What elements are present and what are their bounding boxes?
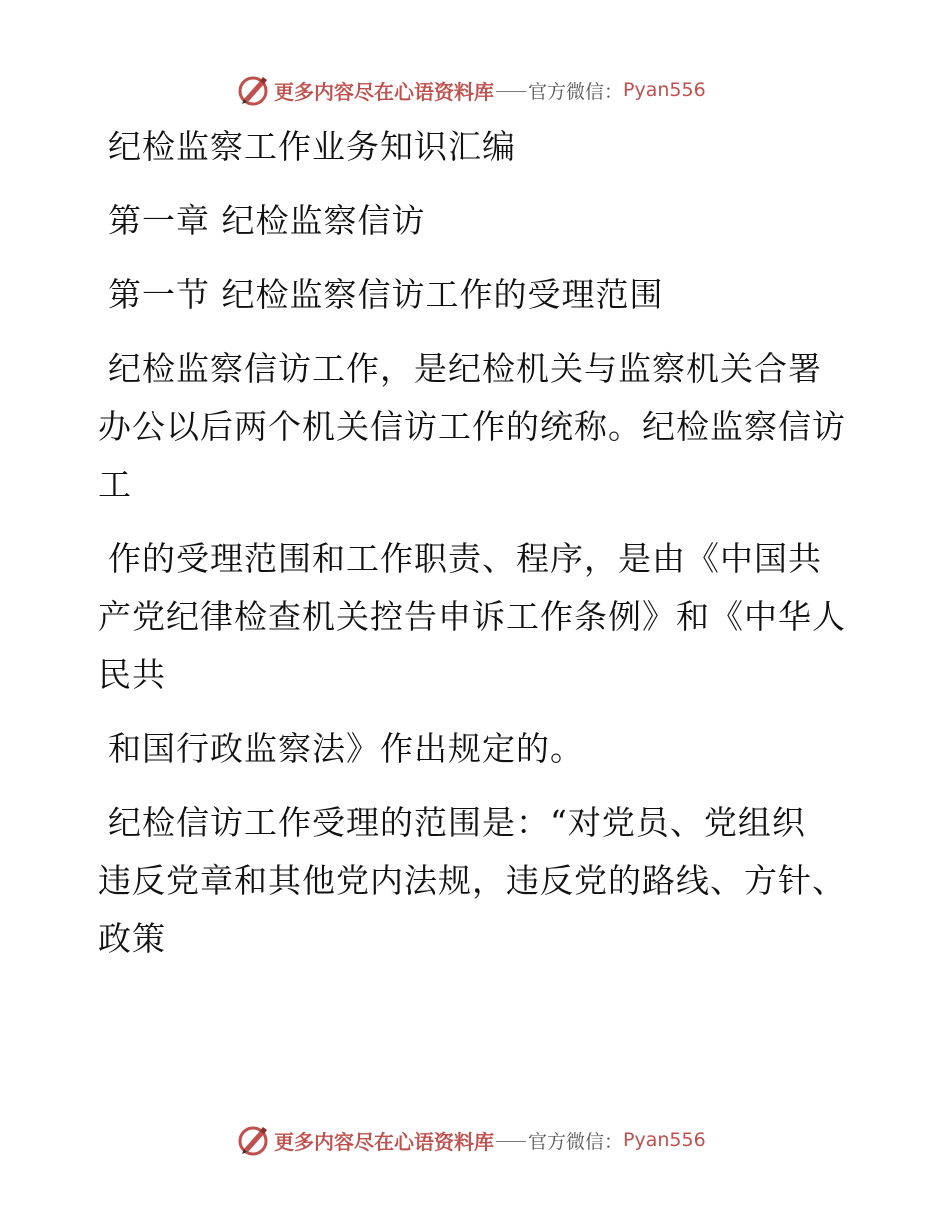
pen-logo-icon [236, 1123, 270, 1157]
document-body [98, 118, 858, 968]
banner-wechat-id: Pyan556 [623, 1129, 706, 1151]
section-heading: 第一节 纪检监察信访工作的受理范围 [108, 275, 664, 314]
footer-banner [236, 1122, 756, 1158]
banner-dash [496, 91, 526, 92]
paragraph-line: 工 [98, 465, 132, 504]
banner-library-text: 更多内容尽在心语资料库 [274, 79, 494, 104]
banner-official-text: 官方微信： [528, 1130, 624, 1153]
paragraph-line: 和国行政监察法》作出规定的。 [108, 729, 584, 768]
paragraph-line: 民共 [98, 655, 166, 694]
paragraph-line: 产党纪律检查机关控告申诉工作条例》和《中华人 [98, 597, 846, 636]
banner-dash [496, 1141, 526, 1142]
paragraph-line: 政策 [98, 919, 166, 958]
paragraph-line: 纪检监察信访工作，是纪检机关与监察机关合署 [108, 349, 822, 388]
paragraph-line: 作的受理范围和工作职责、程序，是由《中国共 [108, 539, 822, 578]
paragraph-line: 办公以后两个机关信访工作的统称。纪检监察信访 [98, 407, 846, 446]
header-banner [236, 72, 756, 108]
banner-official-text: 官方微信： [528, 80, 624, 103]
paragraph-line: 纪检信访工作受理的范围是：“对党员、党组织 [108, 803, 806, 842]
banner-wechat-id: Pyan556 [623, 79, 706, 101]
paragraph-line: 违反党章和其他党内法规，违反党的路线、方针、 [98, 861, 846, 900]
document-title: 纪检监察工作业务知识汇编 [108, 127, 516, 166]
chapter-heading: 第一章 纪检监察信访 [108, 201, 426, 240]
banner-library-text: 更多内容尽在心语资料库 [274, 1129, 494, 1154]
pen-logo-icon [236, 73, 270, 107]
